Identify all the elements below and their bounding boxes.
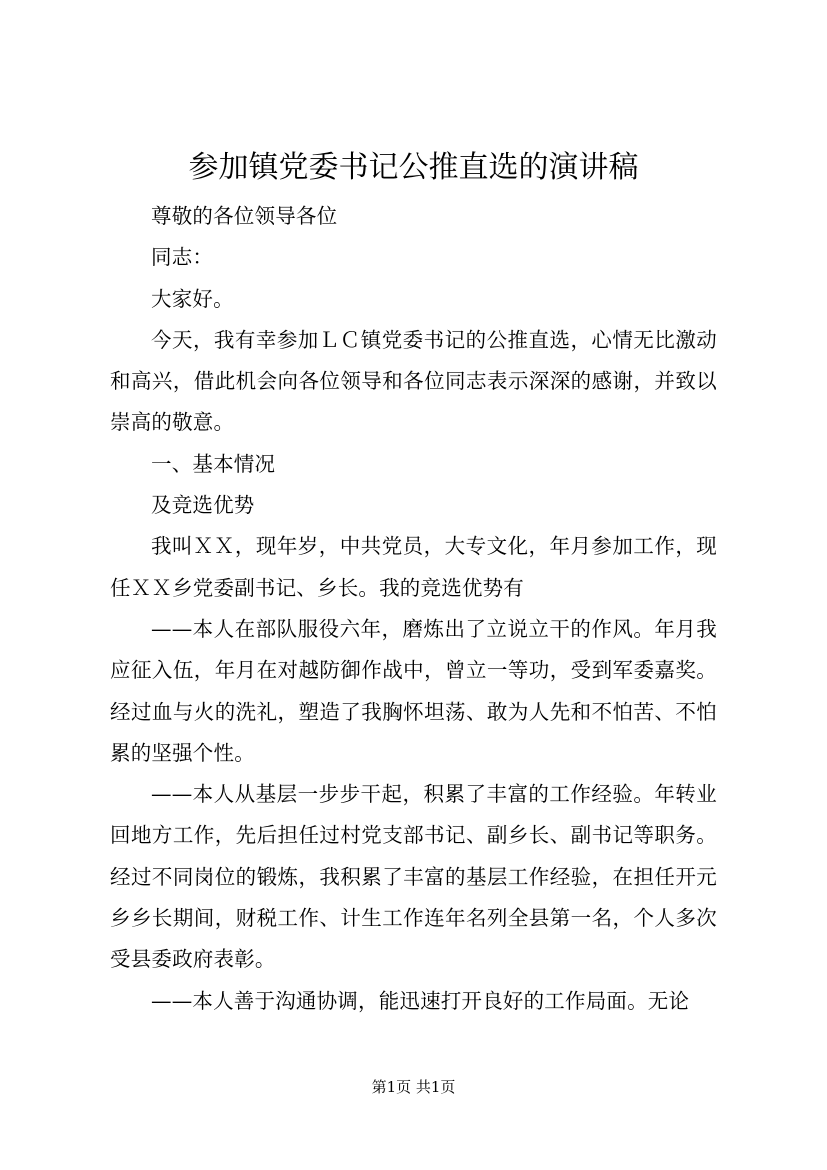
section-heading-1: 一、基本情况 xyxy=(151,451,276,476)
paragraph-self-intro: 我叫ＸＸ，现年岁，中共党员，大专文化，年月参加工作，现任ＸＸ乡党委副书记、乡长。我的竞选优势有 xyxy=(110,534,717,600)
paragraph-experience: ——本人从基层一步步干起，积累了丰富的工作经验。年转业回地方工作，先后担任过村党支部书记、副乡长、副书记等职务。经过不同岗位的锻炼，我积累了丰富的基层工作经验，在担任开元乡乡长期间，财税工作、计生工作连年名列全县第一名，个人多次受县委政府表彰。 xyxy=(110,782,717,972)
page-footer: 第1页 共1页 xyxy=(371,1078,456,1096)
paragraph-intro: 今天，我有幸参加ＬＣ镇党委书记的公推直选，心情无比激动和高兴，借此机会向各位领导和各位同志表示深深的感谢，并致以崇高的敬意。 xyxy=(110,327,717,435)
paragraph-salutation-2: 同志： xyxy=(151,245,214,270)
paragraph-communication: ——本人善于沟通协调，能迅速打开良好的工作局面。无论 xyxy=(151,988,690,1013)
section-heading-1-continued: 及竞选优势 xyxy=(151,493,255,518)
paragraph-military: ——本人在部队服役六年，磨炼出了立说立干的作风。年月我应征入伍，年月在对越防御作战中，曾立一等功，受到军委嘉奖。经过血与火的洗礼，塑造了我胸怀坦荡、敢为人先和不怕苦、不怕累的坚强个性。 xyxy=(110,616,717,765)
document-body xyxy=(110,196,717,1022)
paragraph-salutation-1: 尊敬的各位领导各位 xyxy=(151,204,338,228)
document-title: 参加镇党委书记公推直选的演讲稿 xyxy=(188,150,639,185)
paragraph-greeting: 大家好。 xyxy=(151,286,234,311)
